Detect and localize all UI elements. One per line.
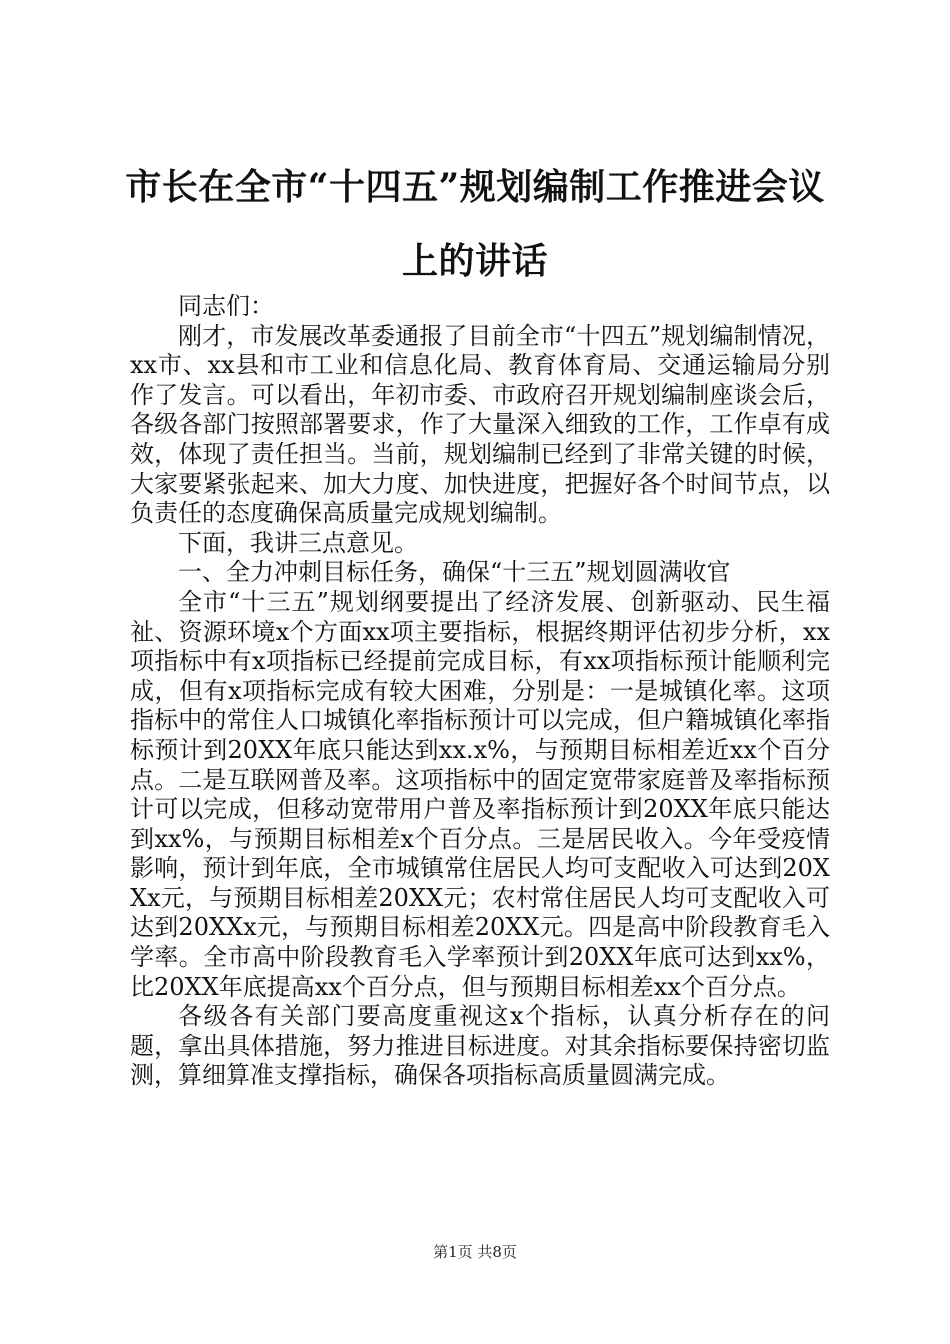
paragraph-requirements: 各级各有关部门要高度重视这x个指标，认真分析存在的问题，拿出具体措施，努力推进目标进度。对其余指标要保持密切监测，算细算准支撑指标，确保各项指标高质量圆满完成。 [130,1002,830,1090]
salutation: 同志们： [178,292,274,320]
document-body [130,292,830,1091]
paragraph-indicators: 全市“十三五”规划纲要提出了经济发展、创新驱动、民生福祉、资源环境x个方面xx项主要指标，根据终期评估初步分析，xx项指标中有x项指标已经提前完成目标，有xx项指标预计能顺利完成，但有x项指标完成有较大困难，分别是：一是城镇化率。这项指标中的常住人口城镇化率指标预计可以完成，但户籍城镇化率指标预计到20XX年底只能达到xx.x%，与预期目标相差近xx个百分点。二是互联网普及率。这项指标中的固定宽带家庭普及率指标预计可以完成，但移动宽带用户普及率指标预计到20XX年底只能达到xx%，与预期目标相差x个百分点。三是居民收入。今年受疫情影响，预计到年底，全市城镇常住居民人均可支配收入可达到20XXx元，与预期目标相差20XX元；农村常住居民人均可支配收入可达到20XXx元，与预期目标相差20XX元。四是高中阶段教育毛入学率。全市高中阶段教育毛入学率预计到20XX年底可达到xx%，比20XX年底提高xx个百分点，但与预期目标相差xx个百分点。 [130,587,830,1001]
paragraph-opening: 刚才，市发展改革委通报了目前全市“十四五”规划编制情况，xx市、xx县和市工业和信息化局、教育体育局、交通运输局分别作了发言。可以看出，年初市委、市政府召开规划编制座谈会后，各级各部门按照部署要求，作了大量深入细致的工作，工作卓有成效，体现了责任担当。当前，规划编制已经到了非常关键的时候，大家要紧张起来、加大力度、加快进度，把握好各个时间节点，以负责任的态度确保高质量完成规划编制。 [130,321,830,528]
page-number: 第1页 共8页 [433,1243,517,1261]
document-title: 市长在全市“十四五”规划编制工作推进会议上的讲话 [125,166,825,282]
section-heading-1: 一、全力冲刺目标任务，确保“十三五”规划圆满收官 [178,558,731,587]
paragraph-intro: 下面，我讲三点意见。 [178,528,418,557]
